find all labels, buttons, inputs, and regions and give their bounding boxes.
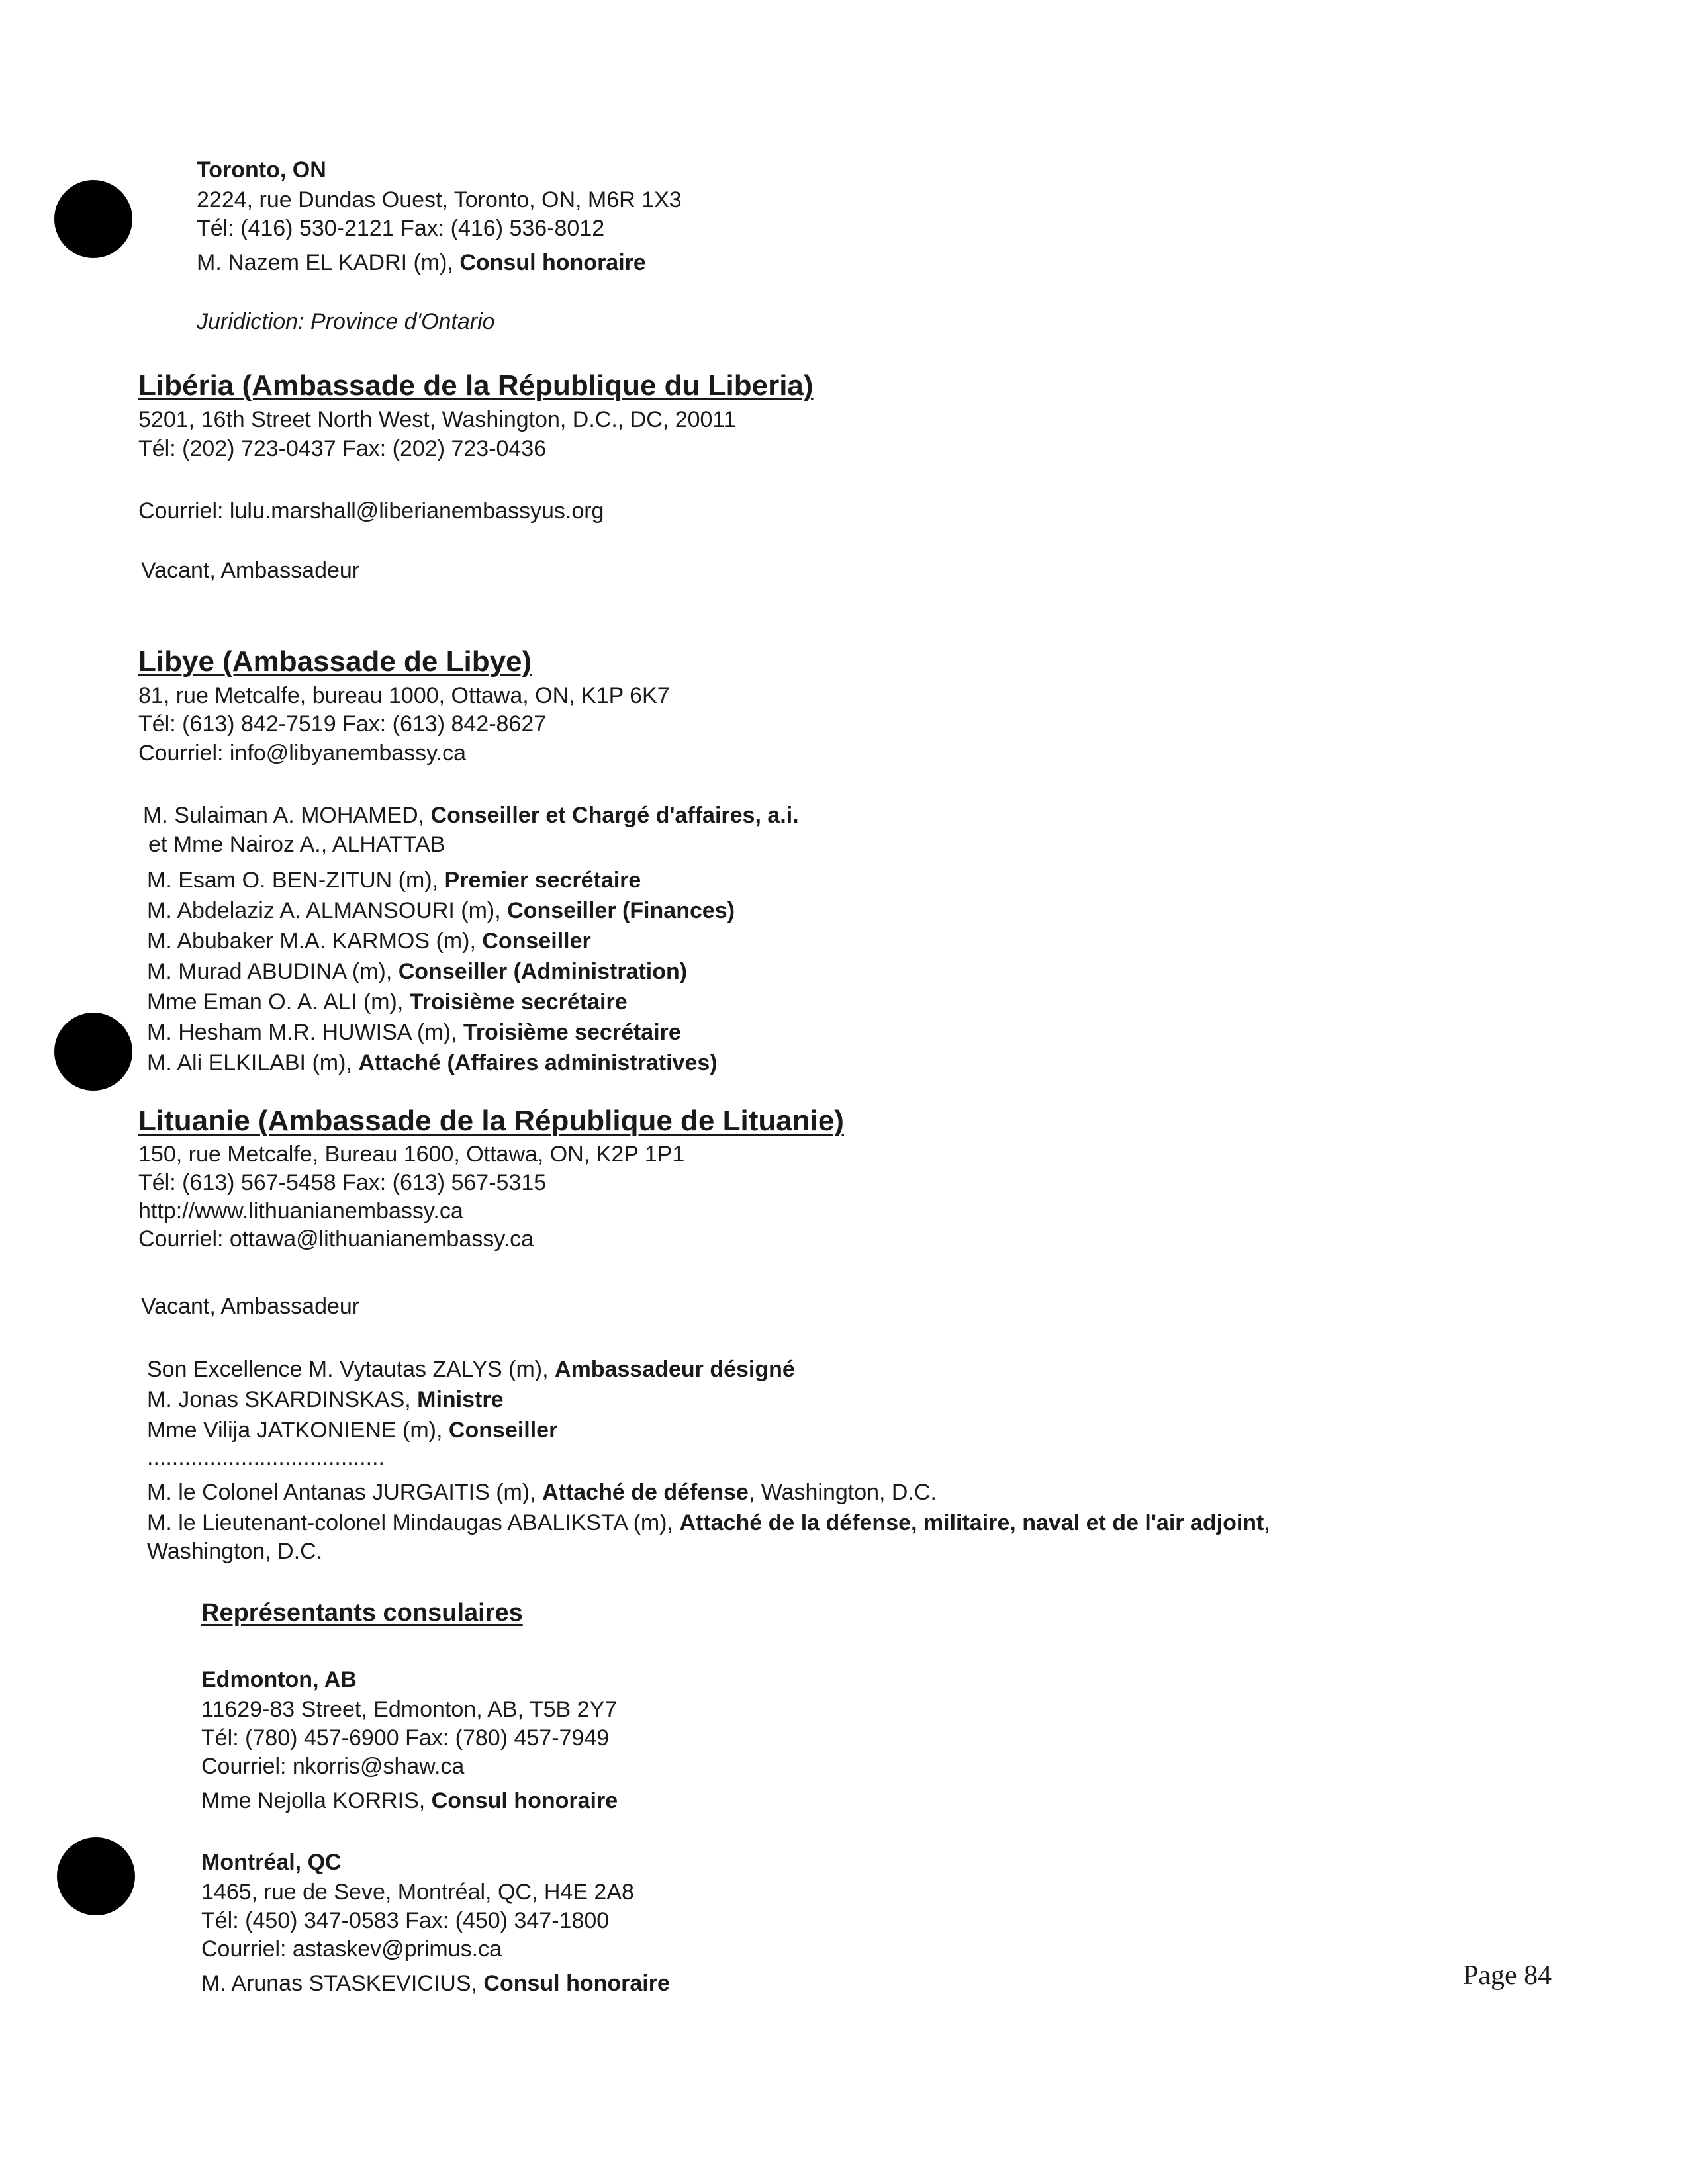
lituanie-staff-row — [147, 1387, 504, 1413]
libye-staff-row — [147, 1050, 718, 1076]
libye-email: Courriel: info@libyanembassy.ca — [138, 741, 466, 766]
staff-name: M. Jonas SKARDINSKAS, — [147, 1387, 418, 1412]
montreal-email: Courriel: astaskev@primus.ca — [201, 1936, 502, 1962]
staff-name: Mme Vilija JATKONIENE (m), — [147, 1418, 449, 1443]
liberia-ambassador: Vacant, Ambassadeur — [141, 558, 360, 583]
person-name: M. Nazem EL KADRI (m), — [197, 250, 460, 275]
liberia-heading: Libéria (Ambassade de la République du Liberia) — [138, 369, 814, 402]
staff-title: Conseiller (Finances) — [507, 898, 735, 923]
attache-title: Attaché de défense — [542, 1480, 749, 1505]
montreal-address: 1465, rue de Seve, Montréal, QC, H4E 2A8 — [201, 1880, 634, 1905]
attache-name: M. le Lieutenant-colonel Mindaugas ABALIKSTA (m), — [147, 1510, 680, 1535]
attache-name: M. le Colonel Antanas JURGAITIS (m), — [147, 1480, 543, 1505]
staff-title: Ministre — [417, 1387, 504, 1412]
libye-staff-row — [143, 802, 799, 829]
attache-suffix: , Washington, D.C. — [748, 1480, 937, 1505]
staff-name: et Mme Nairoz A., ALHATTAB — [148, 832, 445, 857]
libye-staff-row — [147, 1019, 681, 1046]
toronto-city: Toronto, ON — [197, 158, 326, 183]
person-name: Mme Nejolla KORRIS, — [201, 1788, 432, 1813]
staff-name: Son Excellence M. Vytautas ZALYS (m), — [147, 1357, 555, 1382]
dotted-separator: ...................................... — [147, 1445, 385, 1470]
liberia-phone: Tél: (202) 723-0437 Fax: (202) 723-0436 — [138, 436, 547, 461]
staff-title: Attaché (Affaires administratives) — [358, 1050, 718, 1075]
toronto-phone: Tél: (416) 530-2121 Fax: (416) 536-8012 — [197, 216, 605, 241]
staff-title: Conseiller — [482, 929, 591, 954]
edmonton-address: 11629-83 Street, Edmonton, AB, T5B 2Y7 — [201, 1697, 618, 1722]
toronto-person — [197, 250, 646, 276]
staff-title: Troisième secrétaire — [463, 1020, 681, 1045]
staff-name: M. Esam O. BEN-ZITUN (m), — [147, 868, 445, 893]
staff-name: M. Murad ABUDINA (m), — [147, 959, 399, 984]
libye-staff-row — [148, 831, 445, 858]
edmonton-email: Courriel: nkorris@shaw.ca — [201, 1754, 465, 1779]
lituanie-heading: Lituanie (Ambassade de la République de Lituanie) — [138, 1105, 844, 1137]
libye-staff-row — [147, 958, 687, 985]
staff-title: Troisième secrétaire — [409, 989, 628, 1015]
lituanie-address: 150, rue Metcalfe, Bureau 1600, Ottawa, ON, K2P 1P1 — [138, 1142, 685, 1167]
lituanie-website: http://www.lithuanianembassy.ca — [138, 1199, 463, 1224]
toronto-jurisdiction: Juridiction: Province d'Ontario — [197, 309, 495, 334]
consular-heading: Représentants consulaires — [201, 1599, 523, 1627]
lituanie-staff-row — [147, 1356, 795, 1383]
lituanie-phone: Tél: (613) 567-5458 Fax: (613) 567-5315 — [138, 1170, 547, 1195]
lituanie-email: Courriel: ottawa@lithuanianembassy.ca — [138, 1226, 534, 1251]
staff-name: M. Hesham M.R. HUWISA (m), — [147, 1020, 463, 1045]
staff-title: Conseiller et Chargé d'affaires, a.i. — [430, 803, 799, 828]
libye-staff-row — [147, 867, 641, 893]
edmonton-phone: Tél: (780) 457-6900 Fax: (780) 457-7949 — [201, 1725, 610, 1751]
libye-staff-row — [147, 989, 628, 1015]
staff-name: M. Ali ELKILABI (m), — [147, 1050, 359, 1075]
libye-staff-row — [147, 897, 735, 924]
lituanie-attache-row — [147, 1510, 1270, 1536]
montreal-city: Montréal, QC — [201, 1850, 342, 1875]
libye-address: 81, rue Metcalfe, bureau 1000, Ottawa, ON, K1P 6K7 — [138, 683, 670, 708]
lituanie-ambassador: Vacant, Ambassadeur — [141, 1294, 360, 1319]
staff-name: M. Abdelaziz A. ALMANSOURI (m), — [147, 898, 508, 923]
libye-heading: Libye (Ambassade de Libye) — [138, 645, 532, 678]
staff-title: Ambassadeur désigné — [555, 1357, 795, 1382]
person-title: Consul honoraire — [431, 1788, 618, 1813]
staff-title: Conseiller — [448, 1418, 558, 1443]
staff-name: M. Sulaiman A. MOHAMED, — [143, 803, 431, 828]
staff-name: Mme Eman O. A. ALI (m), — [147, 989, 410, 1015]
liberia-email: Courriel: lulu.marshall@liberianembassyus.org — [138, 498, 604, 523]
lituanie-attache-row — [147, 1479, 937, 1506]
staff-name: M. Abubaker M.A. KARMOS (m), — [147, 929, 483, 954]
person-name: M. Arunas STASKEVICIUS, — [201, 1971, 484, 1996]
staff-title: Conseiller (Administration) — [398, 959, 688, 984]
punch-hole-middle — [54, 1013, 132, 1091]
lituanie-staff-row — [147, 1417, 557, 1443]
edmonton-person — [201, 1788, 618, 1814]
montreal-phone: Tél: (450) 347-0583 Fax: (450) 347-1800 — [201, 1908, 610, 1933]
libye-phone: Tél: (613) 842-7519 Fax: (613) 842-8627 — [138, 711, 547, 737]
liberia-address: 5201, 16th Street North West, Washington, D.C., DC, 20011 — [138, 407, 736, 432]
person-title: Consul honoraire — [459, 250, 646, 275]
edmonton-city: Edmonton, AB — [201, 1667, 357, 1692]
staff-title: Premier secrétaire — [444, 868, 641, 893]
toronto-address: 2224, rue Dundas Ouest, Toronto, ON, M6R 1X3 — [197, 187, 682, 212]
punch-hole-bottom — [57, 1837, 135, 1915]
libye-staff-row — [147, 928, 591, 954]
attache-suffix: , — [1264, 1510, 1270, 1535]
montreal-person — [201, 1970, 670, 1997]
attache-title: Attaché de la défense, militaire, naval et de l'air adjoint — [679, 1510, 1264, 1535]
lituanie-attache-continuation: Washington, D.C. — [147, 1539, 323, 1564]
page-number: Page 84 — [1463, 1960, 1552, 1991]
person-title: Consul honoraire — [483, 1971, 670, 1996]
punch-hole-top — [54, 180, 132, 258]
